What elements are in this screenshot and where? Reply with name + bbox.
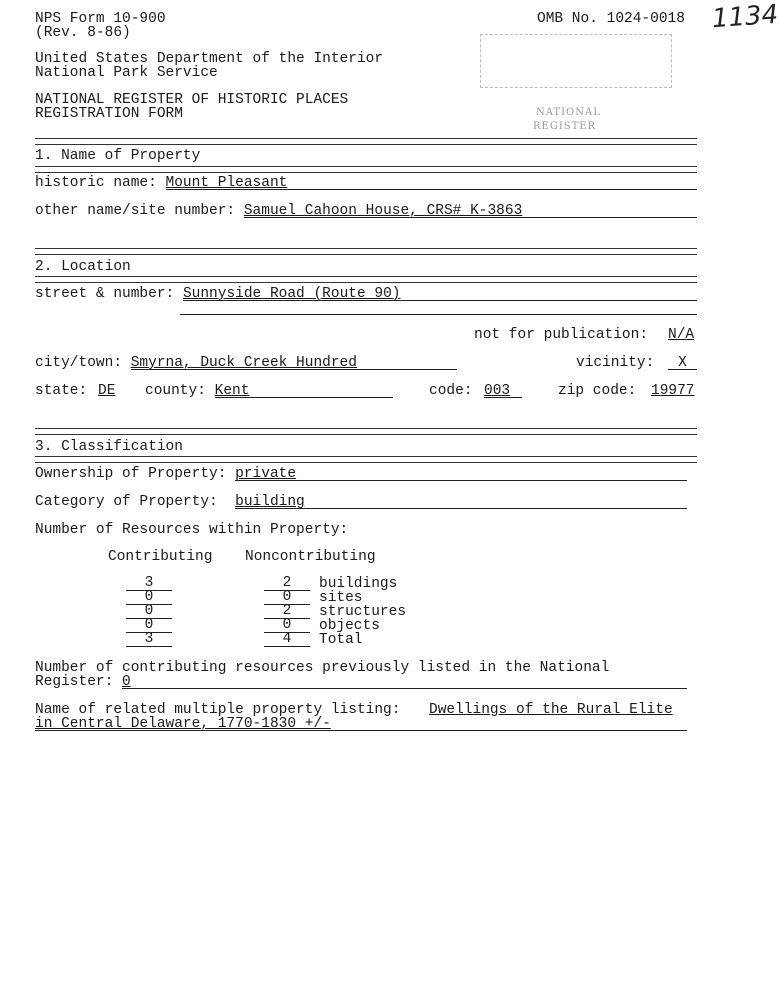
separator [35,138,697,145]
street-field[interactable] [183,287,697,301]
noncontributing-structures[interactable]: 2 [264,605,310,619]
street-row [35,287,697,301]
vicinity-field[interactable] [668,356,697,370]
ownership-value: private [235,466,297,482]
contributing-total[interactable]: 3 [126,633,172,647]
contributing-buildings[interactable]: 3 [126,577,172,591]
noncontributing-buildings[interactable]: 2 [264,577,310,591]
noncontributing-objects[interactable]: 0 [264,619,310,633]
handwritten-number: 1134 [711,0,779,35]
historic-name-value: Mount Pleasant [165,175,288,191]
prev-listed-row [35,675,687,689]
contributing-structures[interactable]: 0 [126,605,172,619]
resource-label-buildings: buildings [319,576,398,592]
state-value[interactable]: DE [98,383,116,399]
other-name-label: other name/site number: [35,203,236,219]
form-revision: (Rev. 8-86) [35,25,131,41]
street-value: Sunnyside Road (Route 90) [182,286,401,302]
code-field[interactable] [484,384,522,398]
resource-label-objects: objects [319,618,380,634]
other-name-row [35,204,697,218]
other-name-field[interactable] [244,204,697,218]
category-value: building [235,494,305,510]
form-number: NPS Form 10-900 [35,11,166,27]
resource-label-structures: structures [319,604,407,620]
ownership-row [35,467,687,481]
county-row [145,384,393,398]
county-field[interactable] [215,384,393,398]
stamp-national: NATIONAL [536,107,601,118]
zip-value[interactable]: 19977 [651,383,695,399]
code-value: 003 [484,383,511,399]
vicinity-label: vicinity: [576,355,655,371]
resource-label-total: Total [319,632,363,648]
contributing-sites[interactable]: 0 [126,591,172,605]
category-row [35,495,687,509]
mpl-row [35,717,687,731]
city-field[interactable] [131,356,457,370]
service: National Park Service [35,65,218,81]
nfp-label: not for publication: [474,327,649,343]
street-label: street & number: [35,286,175,302]
contributing-objects[interactable]: 0 [126,619,172,633]
county-label: county: [145,383,206,399]
prev-listed-field[interactable] [122,675,687,689]
mpl-value-line1[interactable]: Dwellings of the Rural Elite [429,702,673,718]
category-label: Category of Property: [35,494,218,510]
section1-heading: 1. Name of Property [35,148,201,164]
prev-listed-label: Register: [35,674,114,690]
category-field[interactable] [235,495,687,509]
form-subtitle: REGISTRATION FORM [35,106,183,122]
section2-heading: 2. Location [35,259,131,275]
state-label: state: [35,383,88,399]
received-stamp [480,34,672,88]
prev-listed-value: 0 [122,674,131,690]
separator [35,248,697,255]
noncontributing-total[interactable]: 4 [264,633,310,647]
ownership-label: Ownership of Property: [35,466,227,482]
mpl-label: Name of related multiple property listing: [35,702,401,718]
other-name-value: Samuel Cahoon House, CRS# K-3863 [243,203,523,219]
historic-name-label: historic name: [35,175,157,191]
nfp-value[interactable]: N/A [668,327,695,343]
noncontributing-header: Noncontributing [245,549,376,565]
city-value: Smyrna, Duck Creek Hundred [130,355,357,371]
contributing-header: Contributing [108,549,213,565]
historic-name-row [35,176,697,190]
street-extra-line[interactable] [180,301,697,315]
county-value: Kent [214,383,250,399]
city-row [35,356,457,370]
ownership-field[interactable] [235,467,687,481]
section3-heading: 3. Classification [35,439,183,455]
separator [35,276,697,283]
mpl-field[interactable] [35,717,687,731]
vicinity-value: X [678,355,687,371]
historic-name-field[interactable] [166,176,697,190]
code-label: code: [429,383,473,399]
separator [35,166,697,173]
stamp-register: REGISTER [533,121,597,132]
resource-label-sites: sites [319,590,363,606]
zip-label: zip code: [558,383,637,399]
prev-listed-text: Number of contributing resources previously listed in the National [35,660,610,676]
city-label: city/town: [35,355,123,371]
resources-label: Number of Resources within Property: [35,522,349,538]
separator [35,456,697,463]
mpl-value-line2: in Central Delaware, 1770-1830 +/- [35,716,331,732]
department: United States Department of the Interior [35,51,384,67]
noncontributing-sites[interactable]: 0 [264,591,310,605]
omb-number: OMB No. 1024-0018 [537,11,685,27]
separator [35,428,697,435]
form-title: NATIONAL REGISTER OF HISTORIC PLACES [35,92,349,108]
